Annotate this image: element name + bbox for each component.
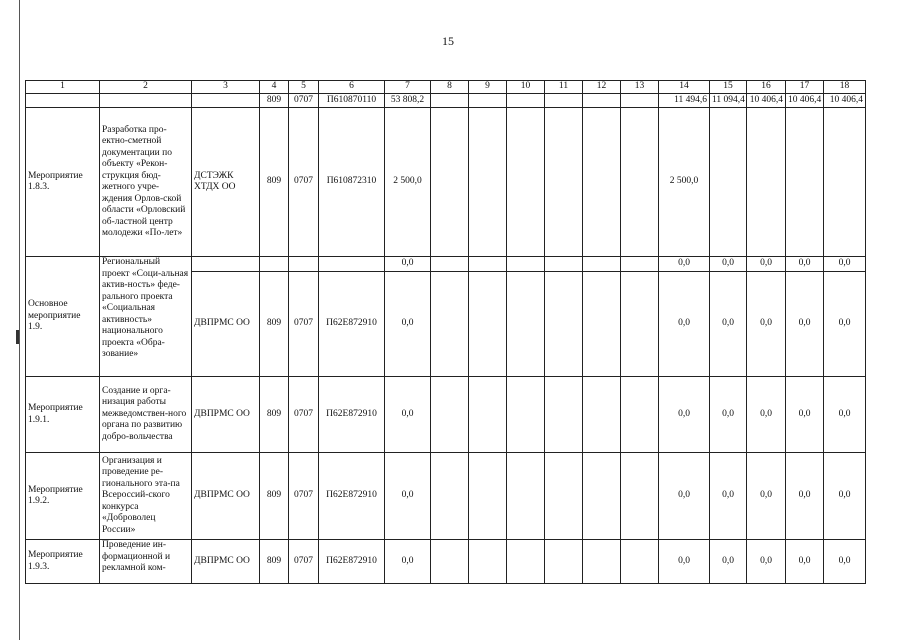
amount-col-16: 0,0 <box>747 272 786 377</box>
table-row <box>26 377 866 453</box>
section-code: 0707 <box>289 453 319 540</box>
amount-col-15: 0,0 <box>710 540 747 584</box>
name-cell: Организация и проведение ре-гионального эта-па Всероссий-ского конкурса «Доброволец России» <box>100 453 192 540</box>
amount-col-15: 0,0 <box>710 377 747 453</box>
col-header: 5 <box>289 81 319 94</box>
amount-col-17: 10 406,4 <box>786 94 824 108</box>
amount-col-17: 0,0 <box>786 540 824 584</box>
amount-col-14: 0,0 <box>659 377 710 453</box>
total-amount: 0,0 <box>385 540 431 584</box>
amount-col-17: 0,0 <box>786 272 824 377</box>
grbs-code: 809 <box>260 377 289 453</box>
amount-col-14: 2 500,0 <box>659 108 710 257</box>
executor-cell: ДВПРМС ОО <box>192 272 260 377</box>
col-header: 7 <box>385 81 431 94</box>
amount-col-16 <box>747 108 786 257</box>
amount-col-17 <box>786 108 824 257</box>
amount-col-17: 0,0 <box>786 453 824 540</box>
col-header: 6 <box>319 81 385 94</box>
col-header: 15 <box>710 81 747 94</box>
section-code: 0707 <box>289 272 319 377</box>
col-header: 3 <box>192 81 260 94</box>
column-header-row <box>26 81 866 94</box>
amount-col-17: 0,0 <box>786 377 824 453</box>
executor-cell: ДВПРМС ОО <box>192 540 260 584</box>
amount-col-16: 0,0 <box>747 257 786 272</box>
amount-col-15: 0,0 <box>710 272 747 377</box>
name-cell: Разработка про-ектно-сметной документации по объекту «Рекон-струкция бюд-жетного учре-ждения Орлов-ской области «Орловский об-ластной центр молодежи «По-лет» <box>100 108 192 257</box>
table-row <box>26 257 866 272</box>
amount-col-14: 0,0 <box>659 540 710 584</box>
col-header: 2 <box>100 81 192 94</box>
amount-col-18: 0,0 <box>824 377 866 453</box>
amount-col-16: 10 406,4 <box>747 94 786 108</box>
grbs-code: 809 <box>260 108 289 257</box>
target-article-code: П62Е872910 <box>319 272 385 377</box>
section-code: 0707 <box>289 94 319 108</box>
target-article-code: П610872310 <box>319 108 385 257</box>
col-header: 11 <box>545 81 583 94</box>
executor-cell: ДВПРМС ОО <box>192 453 260 540</box>
col-header: 18 <box>824 81 866 94</box>
grbs-code: 809 <box>260 94 289 108</box>
budget-table <box>25 80 866 584</box>
col-header: 14 <box>659 81 710 94</box>
total-amount: 0,0 <box>385 257 431 272</box>
amount-col-14: 11 494,6 <box>659 94 710 108</box>
col-header: 9 <box>469 81 507 94</box>
section-code: 0707 <box>289 540 319 584</box>
total-amount: 2 500,0 <box>385 108 431 257</box>
col-header: 4 <box>260 81 289 94</box>
table-row <box>26 453 866 540</box>
grbs-code: 809 <box>260 540 289 584</box>
executor-cell: ДВПРМС ОО <box>192 377 260 453</box>
name-cell: Создание и орга-низация работы межведомствен-ного органа по развитию добро-вольчества <box>100 377 192 453</box>
col-header: 16 <box>747 81 786 94</box>
amount-col-15: 11 094,4 <box>710 94 747 108</box>
total-amount: 53 808,2 <box>385 94 431 108</box>
grbs-code: 809 <box>260 272 289 377</box>
table-row <box>26 108 866 257</box>
col-header: 8 <box>431 81 469 94</box>
amount-col-18 <box>824 108 866 257</box>
table-row <box>26 540 866 584</box>
status-cell: Мероприятие 1.9.1. <box>26 377 100 453</box>
total-amount: 0,0 <box>385 272 431 377</box>
amount-col-14: 0,0 <box>659 453 710 540</box>
amount-col-17: 0,0 <box>786 257 824 272</box>
status-cell: Мероприятие 1.8.3. <box>26 108 100 257</box>
amount-col-14: 0,0 <box>659 257 710 272</box>
amount-col-18: 10 406,4 <box>824 94 866 108</box>
amount-col-14: 0,0 <box>659 272 710 377</box>
amount-col-16: 0,0 <box>747 453 786 540</box>
amount-col-16: 0,0 <box>747 540 786 584</box>
name-cell: Проведение ин-формационной и рекламной ком- <box>100 540 192 584</box>
name-cell: Региональный проект «Соци-альная актив-ность» феде-рального проекта «Социальная активность» национального проекта «Обра-зование» <box>100 257 192 377</box>
amount-col-18: 0,0 <box>824 540 866 584</box>
carryover-row <box>26 94 866 108</box>
target-article-code: П610870110 <box>319 94 385 108</box>
page-edge-mark <box>16 330 19 344</box>
section-code: 0707 <box>289 377 319 453</box>
col-header: 13 <box>621 81 659 94</box>
amount-col-18: 0,0 <box>824 257 866 272</box>
col-header: 1 <box>26 81 100 94</box>
section-code: 0707 <box>289 108 319 257</box>
total-amount: 0,0 <box>385 377 431 453</box>
amount-col-18: 0,0 <box>824 272 866 377</box>
status-cell: Мероприятие 1.9.3. <box>26 540 100 584</box>
grbs-code: 809 <box>260 453 289 540</box>
target-article-code: П62Е872910 <box>319 453 385 540</box>
amount-col-15: 0,0 <box>710 257 747 272</box>
target-article-code: П62Е872910 <box>319 377 385 453</box>
col-header: 12 <box>583 81 621 94</box>
status-cell: Основное мероприятие 1.9. <box>26 257 100 377</box>
amount-col-15: 0,0 <box>710 453 747 540</box>
amount-col-16: 0,0 <box>747 377 786 453</box>
amount-col-18: 0,0 <box>824 453 866 540</box>
status-cell: Мероприятие 1.9.2. <box>26 453 100 540</box>
executor-cell: ДСТЭЖК ХТДХ ОО <box>192 108 260 257</box>
col-header: 17 <box>786 81 824 94</box>
total-amount: 0,0 <box>385 453 431 540</box>
page-number: 15 <box>442 34 454 48</box>
col-header: 10 <box>507 81 545 94</box>
page-left-edge <box>19 0 20 640</box>
target-article-code: П62Е872910 <box>319 540 385 584</box>
amount-col-15 <box>710 108 747 257</box>
